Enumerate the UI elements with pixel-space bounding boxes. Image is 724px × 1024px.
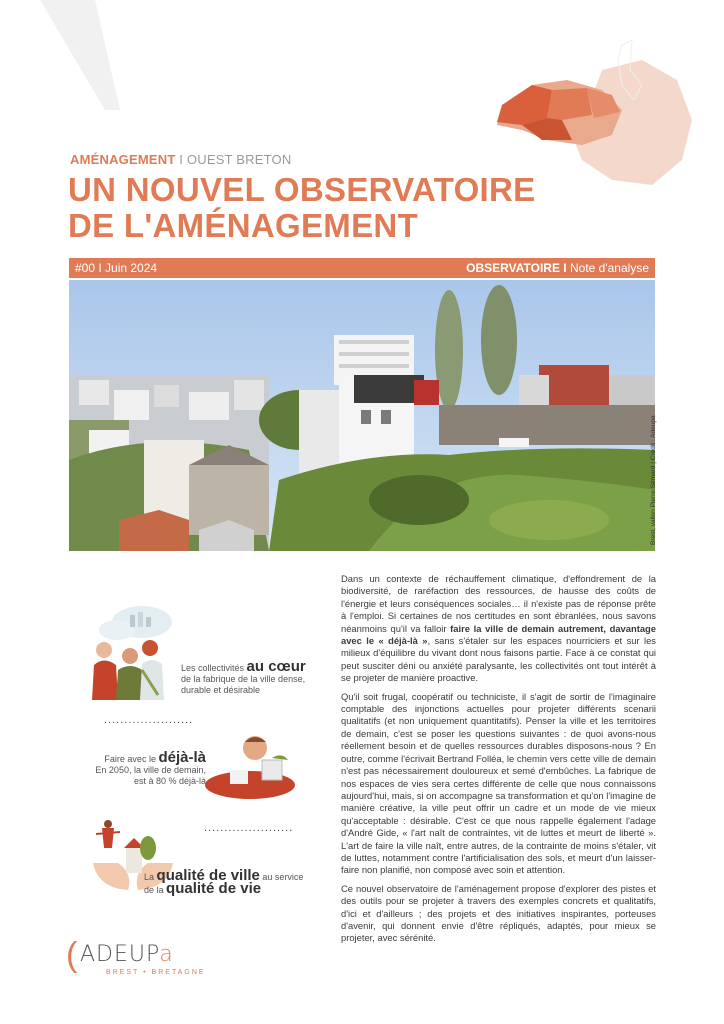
people-discussing-illustration <box>82 600 182 700</box>
feature-deja-la <box>90 749 206 787</box>
feature-2-pre: Faire avec le <box>104 754 156 764</box>
feature-collectivites <box>181 658 331 696</box>
feature-1-highlight: au cœur <box>246 658 306 675</box>
adeupa-logo <box>66 936 206 980</box>
title-line-1: UN NOUVEL OBSERVATOIRE <box>68 171 536 208</box>
series-type: Note d'analyse <box>569 261 649 275</box>
page-title <box>68 172 588 244</box>
logo-paren: ( <box>66 936 78 974</box>
kicker-separator: I <box>179 152 184 167</box>
separator-dots-2: ...................... <box>204 822 294 834</box>
feature-2-line2: En 2050, la ville de demain, <box>95 765 206 775</box>
kicker-section: AMÉNAGEMENT <box>70 152 176 167</box>
logo-word-main: ADEUP <box>80 942 160 967</box>
paragraph-1 <box>341 573 656 685</box>
decorative-stroke <box>0 0 140 120</box>
paragraph-1-end: , sans s'étaler sur les espaces nourriciers et sur les milieux d'équilibre du vivant dont nous faisons partie. Face à ce constat qui peut susciter déni ou anxiété paralysante, les collectivités ont tout intérêt à se projeter de manière proactive. <box>341 635 656 684</box>
issue-band <box>69 258 655 278</box>
series-name: OBSERVATOIRE I <box>466 261 567 275</box>
logo-wordmark <box>80 942 174 967</box>
feature-qualite <box>144 867 344 897</box>
feature-1-pre: Les collectivités <box>181 663 245 673</box>
feature-3-pre: La <box>144 872 155 882</box>
paragraph-2: Qu'il soit frugal, coopératif ou techniciste, il s'agit de sortir de l'imaginaire comptable des injonctions actuelles pour projeter différents scenarii qualitatifs (et non uniquement quantitatifs). Penser la ville et les territoires de demain, c'est se poser les questions suivantes : de quoi avons-nous réellement besoin et de quelles ressources durables disposons-nous ? En outre, comme l'écrivait Bertrand Folléa, le chemin vers cette ville de demain n'est pas nécessairement douloureux et semé d'embûches. La fabrique de nos espaces de vies sera certes différente de celle que nous connaissons aujourd'hui, mais, si on accompagne sa transformation et qu'on l'imagine de manière créative, la ville peut offrir un cadre et un mode de vie mieux qu'acceptable : désirable. C'est ce que nous rappelle également l'adage d'André Gide, « l'art naît de contraintes, vit de luttes et meurt de liberté ». L'art de faire la ville naît, entre autres, de la contrainte de moins s'étaler, vit de luttes, notamment contre l'artificialisation des sols, et meurt d'un laisser-faire non planifié, non composé avec soin et attention. <box>341 690 656 876</box>
brittany-map <box>492 40 692 190</box>
feature-3-highlight-2: qualité de vie <box>166 880 262 897</box>
article-body <box>341 573 656 951</box>
series-label <box>466 261 649 275</box>
feature-3-post: au service <box>262 872 304 882</box>
person-with-boxes-illustration <box>200 730 300 800</box>
kicker <box>70 152 291 167</box>
feature-2-line3: est à 80 % déjà-là <box>133 776 206 786</box>
issue-date: #00 I Juin 2024 <box>75 261 158 275</box>
paragraph-3: Ce nouvel observatoire de l'aménagement propose d'explorer des pistes et des outils pour se projeter à travers des exemples concrets et qualitatifs, d'ici et d'ailleurs ; des projets et des initiatives inspirantes, porteuses d'avenir, qui donnent envie d'être répliqués, adaptés, pour mieux se projeter, avec sérénité. <box>341 882 656 944</box>
feature-1-line2: de la fabrique de la ville dense, <box>181 674 306 684</box>
title-line-2: DE L'AMÉNAGEMENT <box>68 207 418 244</box>
feature-3-highlight-1: qualité de ville <box>156 867 260 884</box>
paragraph-1-emphasis: faire la ville de demain autrement, davantage avec le « déjà-là » <box>341 622 656 647</box>
feature-1-line3: durable et désirable <box>181 685 261 695</box>
kicker-region: OUEST BRETON <box>186 152 292 167</box>
feature-3-pre2: de la <box>144 885 164 895</box>
logo-tagline: BREST • BRETAGNE <box>106 969 206 976</box>
logo-word-accent: a <box>159 942 174 967</box>
paragraph-1-start: Dans un contexte de réchauffement climatique, d'effondrement de la biodiversité, de raréfaction des ressources, de hausse des coûts de l'énergie et leurs conséquences sociales… il n'existe pas de réponse prête à l'emploi. Si certaines de nos certitudes en sont ébranlées, nous savons néanmoins qu'il va falloir <box>341 573 656 634</box>
feature-2-highlight: déjà-là <box>158 749 206 766</box>
photo-credit: Brest, vallon Pierre Sémard | Crédit : Adeupa <box>650 415 657 545</box>
cover-photo <box>69 280 655 551</box>
separator-dots-1: ...................... <box>104 714 194 726</box>
